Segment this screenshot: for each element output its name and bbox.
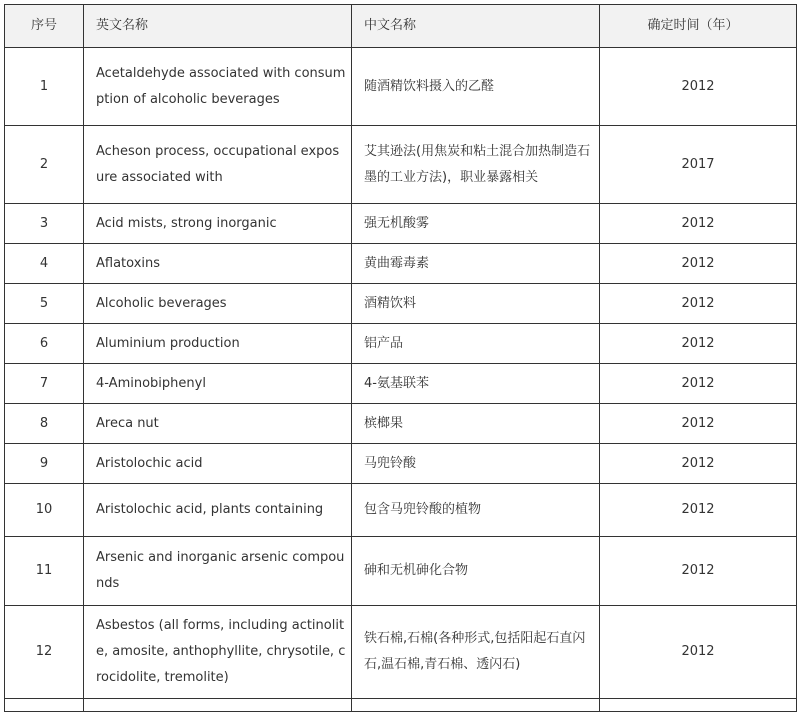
cell-chinese-name: 4-氨基联苯 (352, 364, 600, 404)
cell-chinese-name: 包含马兜铃酸的植物 (352, 484, 600, 537)
cell-chinese-name: 随酒精饮料摄入的乙醛 (352, 48, 600, 126)
cell-english-name: Arsenic and inorganic arsenic compounds (84, 537, 352, 606)
table-header-row (5, 5, 797, 48)
cell-no: 4 (5, 244, 84, 284)
header-no: 序号 (5, 5, 84, 48)
cell-english-name: Acid mists, strong inorganic (84, 204, 352, 244)
cell-no: 5 (5, 284, 84, 324)
cell-year: 2012 (600, 404, 797, 444)
cell-year: 2012 (600, 324, 797, 364)
cell-no: 12 (5, 606, 84, 699)
cell-no: 9 (5, 444, 84, 484)
table-row (5, 324, 797, 364)
cell-no: 1 (5, 48, 84, 126)
cell-no: 10 (5, 484, 84, 537)
carcinogen-table (4, 4, 797, 712)
cell-english-name: Areca nut (84, 404, 352, 444)
cell-english-name: Aristolochic acid (84, 444, 352, 484)
cell-no: 3 (5, 204, 84, 244)
cell-empty (84, 699, 352, 712)
cell-year: 2012 (600, 537, 797, 606)
cell-english-name: Asbestos (all forms, including actinolite, amosite, anthophyllite, chrysotile, crocidolite, tremolite) (84, 606, 352, 699)
cell-year: 2012 (600, 284, 797, 324)
cell-english-name: Acetaldehyde associated with consumption of alcoholic beverages (84, 48, 352, 126)
header-chinese-name: 中文名称 (352, 5, 600, 48)
table-row (5, 364, 797, 404)
table-row (5, 537, 797, 606)
cell-english-name: Alcoholic beverages (84, 284, 352, 324)
cell-chinese-name: 铁石棉,石棉(各种形式,包括阳起石直闪石,温石棉,青石棉、透闪石) (352, 606, 600, 699)
cell-year: 2012 (600, 444, 797, 484)
cell-chinese-name: 砷和无机砷化合物 (352, 537, 600, 606)
table-row (5, 48, 797, 126)
cell-chinese-name: 艾其逊法(用焦炭和粘土混合加热制造石墨的工业方法)，职业暴露相关 (352, 126, 600, 204)
cell-chinese-name: 黄曲霉毒素 (352, 244, 600, 284)
cell-year: 2017 (600, 126, 797, 204)
cell-empty (600, 699, 797, 712)
cell-no: 7 (5, 364, 84, 404)
cell-chinese-name: 酒精饮料 (352, 284, 600, 324)
cell-empty (352, 699, 600, 712)
cell-no: 6 (5, 324, 84, 364)
cell-english-name: 4-Aminobiphenyl (84, 364, 352, 404)
cell-no: 11 (5, 537, 84, 606)
table-row (5, 404, 797, 444)
cell-year: 2012 (600, 48, 797, 126)
cell-year: 2012 (600, 364, 797, 404)
cell-year: 2012 (600, 606, 797, 699)
table-row (5, 126, 797, 204)
table-row (5, 484, 797, 537)
table-row (5, 284, 797, 324)
cell-no: 2 (5, 126, 84, 204)
cell-chinese-name: 强无机酸雾 (352, 204, 600, 244)
header-year: 确定时间（年） (600, 5, 797, 48)
cell-chinese-name: 铝产品 (352, 324, 600, 364)
table-row (5, 606, 797, 699)
cell-english-name: Aristolochic acid, plants containing (84, 484, 352, 537)
table-row (5, 444, 797, 484)
cell-year: 2012 (600, 244, 797, 284)
cell-english-name: Aflatoxins (84, 244, 352, 284)
table-row (5, 204, 797, 244)
cell-english-name: Acheson process, occupational exposure associated with (84, 126, 352, 204)
cell-english-name: Aluminium production (84, 324, 352, 364)
cell-no: 8 (5, 404, 84, 444)
cell-year: 2012 (600, 484, 797, 537)
cell-chinese-name: 槟榔果 (352, 404, 600, 444)
header-english-name: 英文名称 (84, 5, 352, 48)
table-row (5, 244, 797, 284)
cell-empty (5, 699, 84, 712)
cell-year: 2012 (600, 204, 797, 244)
cell-chinese-name: 马兜铃酸 (352, 444, 600, 484)
table-row-partial (5, 699, 797, 712)
